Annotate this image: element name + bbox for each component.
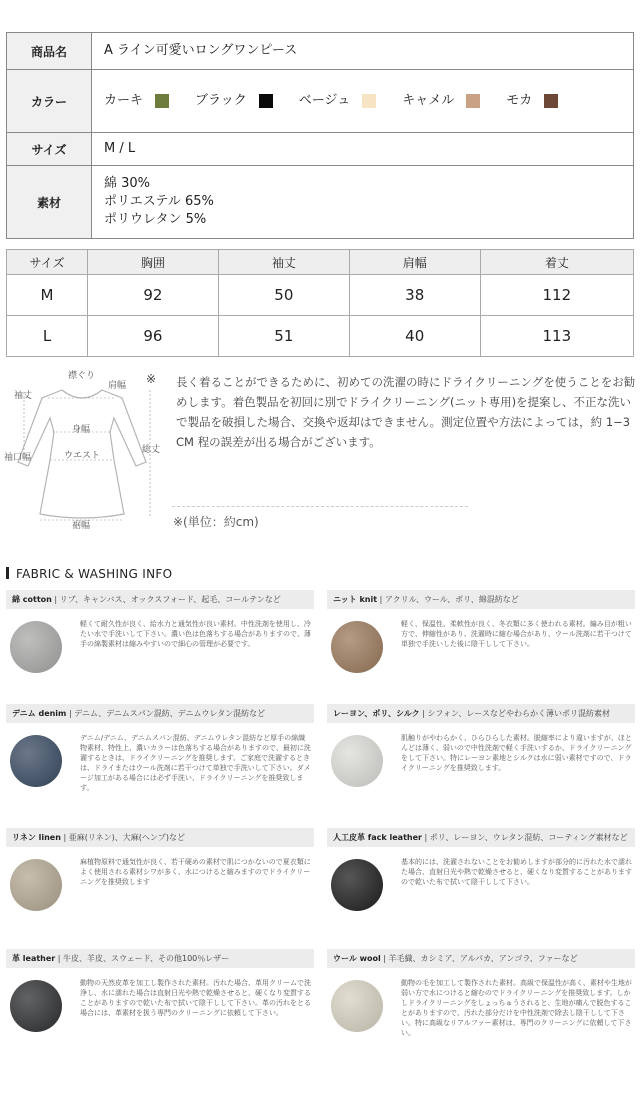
fabric-texture-icon xyxy=(10,859,62,911)
length-cell: 113 xyxy=(480,316,633,357)
header-shoulder: 肩幅 xyxy=(349,250,480,275)
fabric-card xyxy=(327,590,635,648)
fabric-subtypes: | デニム、デニムスパン混紡、デニムウレタン混紡など xyxy=(68,709,266,718)
sleeve-cell: 51 xyxy=(218,316,349,357)
fabric-texture-icon xyxy=(10,735,62,787)
fabric-header xyxy=(6,828,314,847)
fabric-card xyxy=(6,590,314,648)
chest-label: 身幅 xyxy=(72,425,91,435)
fabric-name: ニット knit xyxy=(333,595,378,604)
color-list xyxy=(104,89,621,113)
fabric-texture-icon xyxy=(331,621,383,673)
color-option xyxy=(299,89,376,113)
material-line: 綿 30% xyxy=(104,176,151,191)
header-sleeve: 袖丈 xyxy=(218,250,349,275)
color-name: キャメル xyxy=(402,93,455,108)
header-length: 着丈 xyxy=(480,250,633,275)
size-table xyxy=(6,249,634,357)
fabric-header xyxy=(6,949,314,968)
fabric-name: 人工皮革 fack leather xyxy=(333,833,422,842)
fabric-name: レーヨン、ポリ、シルク xyxy=(333,709,420,718)
color-swatch xyxy=(155,94,169,108)
fabric-header xyxy=(6,704,314,723)
chest-cell: 96 xyxy=(88,316,219,357)
fabric-description: 動物の天然皮革を加工し製作された素材。汚れた場合、革用クリームで洗浄し、水に濡れた場合は直射日光や熱で乾燥させると、硬くなり変質することがありますので乾いた布で拭いて陰干しして下さい。革の汚れをとる場合には、革素材を扱う専門のクリーニングに依頼して下さい。 xyxy=(80,979,311,1017)
sleeve-cell: 50 xyxy=(218,275,349,316)
fabric-name: ウール wool xyxy=(333,954,381,963)
chest-cell: 92 xyxy=(88,275,219,316)
fabric-description: デニム/デニム、デニムスパン混紡、デニムウレタン混紡など厚手の綿織物素材、特性上、濃いカラーは色落ちする場合がありますので、最初に洗濯するときは、ドライクリーニングを推奨します。ご家庭で洗濯するときは、ドライまたはウール洗剤に若干つけて単独で手洗いして下さい。ダメージ加工がある場合には必ず手洗い、ドライクリーニングを推奨致します。 xyxy=(80,734,311,792)
fabric-subtypes: | 牛皮、羊皮、スウェード、その他100％レザー xyxy=(57,954,230,963)
header-chest: 胸囲 xyxy=(88,250,219,275)
product-name-value: A ライン可愛いロングワンピース xyxy=(104,43,298,58)
fabric-card xyxy=(6,828,314,886)
measurement-diagram xyxy=(0,362,172,532)
product-name-row xyxy=(7,33,633,70)
note-mark: ※ xyxy=(146,372,157,386)
title-bar xyxy=(6,567,9,579)
fabric-card xyxy=(327,704,635,772)
color-swatch xyxy=(544,94,558,108)
product-name-label: 商品名 xyxy=(7,33,92,69)
shoulder-cell: 38 xyxy=(349,275,480,316)
waist-label: ウエスト xyxy=(64,451,101,461)
material-line: ポリウレタン 5% xyxy=(104,212,207,227)
color-option xyxy=(195,89,273,113)
product-info-table xyxy=(6,32,634,239)
color-row xyxy=(7,70,633,133)
fabric-title-text: FABRIC & WASHING INFO xyxy=(16,567,173,581)
size-table-header xyxy=(7,250,634,275)
fabric-section-title xyxy=(6,567,172,581)
color-option xyxy=(506,89,558,113)
fabric-subtypes: | ポリ、レーヨン、ウレタン混紡、コーティング素材など xyxy=(424,833,628,842)
color-name: ブラック xyxy=(195,93,247,108)
fabric-description: 動物の毛を加工して製作された素材。高級で保温性が高く、素材や生地が弱い方で水につけると縮むのでドライクリーニングを推奨致します。しかしドライクリーニングをしょっちゅうされると、生地が痛んで脱色することがありますので、汚れた部分だけを中性洗剤で除去し陰干しして下さい。特に高級なリアルファー素材は、専門のクリーニングに依頼して下さい。 xyxy=(401,979,632,1037)
fabric-header xyxy=(327,590,635,609)
color-label: カラー xyxy=(7,70,92,132)
fabric-texture-icon xyxy=(331,980,383,1032)
hem-label: 裾幅 xyxy=(72,521,91,531)
cuff-label: 袖口幅 xyxy=(4,453,32,463)
fabric-header xyxy=(327,828,635,847)
fabric-description: 軽く、保温性、柔軟性が良く、冬衣類に多く使われる素材。編み目が粗い方で、伸縮性があり、洗濯時に縮む場合があり、ウール洗剤に若干つけて単独で手洗いした後に陰干しして下さい。 xyxy=(401,620,632,648)
fabric-texture-icon xyxy=(331,859,383,911)
table-row xyxy=(7,316,634,357)
size-value: M / L xyxy=(104,141,136,156)
header-size: サイズ xyxy=(7,250,88,275)
fabric-texture-icon xyxy=(331,735,383,787)
fabric-subtypes: | 亜麻(リネン)、大麻(ヘンプ)など xyxy=(63,833,186,842)
fabric-card xyxy=(6,704,314,792)
size-label: サイズ xyxy=(7,133,92,165)
color-swatch xyxy=(259,94,273,108)
length-label: 総丈 xyxy=(142,445,161,455)
divider xyxy=(172,506,468,507)
fabric-name: リネン linen xyxy=(12,833,61,842)
material-row xyxy=(7,166,633,238)
fabric-header xyxy=(327,949,635,968)
material-label: 素材 xyxy=(7,166,92,238)
color-name: カーキ xyxy=(104,93,144,108)
fabric-card xyxy=(327,828,635,886)
unit-note: ※(単位：約cm) xyxy=(173,515,259,529)
color-option xyxy=(104,89,169,113)
collar-label: 襟ぐり xyxy=(68,371,96,381)
fabric-name: デニム denim xyxy=(12,709,67,718)
fabric-card xyxy=(6,949,314,1017)
size-cell: L xyxy=(7,316,88,357)
fabric-texture-icon xyxy=(10,980,62,1032)
fabric-header xyxy=(6,590,314,609)
fabric-subtypes: | 羊毛織、カシミア、アルパカ、アンゴラ、ファーなど xyxy=(383,954,578,963)
fabric-subtypes: | シフォン、レースなどやわらかく薄いポリ混紡素材 xyxy=(422,709,610,718)
fabric-header xyxy=(327,704,635,723)
material-line: ポリエステル 65% xyxy=(104,194,214,209)
fabric-description: 軽くて耐久性が良く、給水力と通気性が良い素材。中性洗剤を使用し、冷たい水で手洗いして下さい。濃い色は色落ちする場合がありますので、薄手の綿製素材は縮みやすいので細心の管理が必要です。 xyxy=(80,620,311,648)
color-swatch xyxy=(466,94,480,108)
fabric-description: 肌触りがやわらかく、ひらひらした素材。脱縮率により違いますが、ほとんどは薄く、弱いので中性洗剤で軽く手洗いするか、ドライクリーニングをして下さい。特にレーヨン素地とシルクは水に弱い素材ですので、ドライクリーニングを推奨致します。 xyxy=(401,734,632,772)
size-row xyxy=(7,133,633,166)
table-row xyxy=(7,275,634,316)
color-name: ベージュ xyxy=(298,93,351,108)
sleeve-label: 袖丈 xyxy=(14,391,33,401)
shoulder-cell: 40 xyxy=(349,316,480,357)
length-cell: 112 xyxy=(480,275,633,316)
color-option xyxy=(402,89,480,113)
measurement-note: 長く着ることができるために、初めての洗濯の時にドライクリーニングを使うことをお勧めします。着色製品を初回に別でドライクリーニング(ニット専用)を提案し、不正な洗いで製品を破損した場合、交換や返却はできません。測定位置や方法によっては，約 1−3 CM 程の誤差が出る場合がございます。 xyxy=(176,375,636,449)
fabric-name: 革 leather xyxy=(12,954,56,963)
fabric-subtypes: | リブ、キャンバス、オックスフォード、起毛、コールテンなど xyxy=(54,595,281,604)
shoulder-label: 肩幅 xyxy=(108,381,127,391)
fabric-description: 基本的には、洗濯されないことをお勧めしますが部分的に汚れた水で濡れた場合、直射日光や熱で乾燥させると、硬くなり変質することがありますので乾いた布で拭いて陰干しして下さい。 xyxy=(401,858,632,886)
size-cell: M xyxy=(7,275,88,316)
fabric-texture-icon xyxy=(10,621,62,673)
fabric-subtypes: | アクリル、ウール、ポリ、綿混紡など xyxy=(379,595,519,604)
fabric-name: 綿 cotton xyxy=(12,595,52,604)
color-name: モカ xyxy=(506,93,533,108)
color-swatch xyxy=(362,94,376,108)
fabric-description: 麻植物原料で通気性が良く、若干硬めの素材で肌につかないので夏衣類によく使用される素材シワが多く、水につけると縮みますのでドライクリーニングを推奨致します xyxy=(80,858,311,886)
fabric-card xyxy=(327,949,635,1037)
